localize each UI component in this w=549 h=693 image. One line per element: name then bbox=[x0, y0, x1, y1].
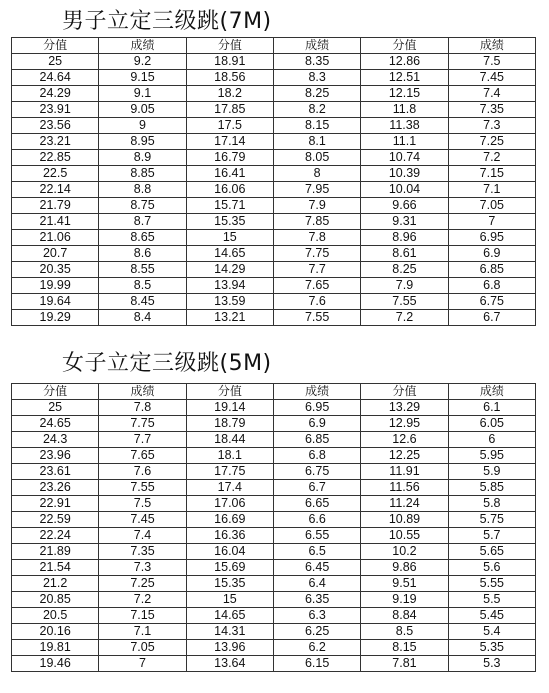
result-cell: 8.35 bbox=[273, 54, 360, 70]
result-cell: 6.8 bbox=[448, 278, 535, 294]
score-points-cell: 13.94 bbox=[186, 278, 273, 294]
result-cell: 7.5 bbox=[99, 496, 186, 512]
score-points-cell: 7.9 bbox=[361, 278, 448, 294]
table-row bbox=[12, 400, 536, 416]
result-cell: 7.2 bbox=[448, 150, 535, 166]
male-section-title: 男子立定三级跳(7M) bbox=[62, 9, 272, 34]
score-points-cell: 17.14 bbox=[186, 134, 273, 150]
table-row bbox=[12, 70, 536, 86]
table-row bbox=[12, 560, 536, 576]
result-cell: 9.05 bbox=[99, 102, 186, 118]
result-cell: 7.5 bbox=[448, 54, 535, 70]
result-cell: 6.7 bbox=[448, 310, 535, 326]
result-cell: 6.95 bbox=[448, 230, 535, 246]
result-cell: 9 bbox=[99, 118, 186, 134]
score-points-cell: 19.99 bbox=[12, 278, 99, 294]
table-row bbox=[12, 150, 536, 166]
result-cell: 5.4 bbox=[448, 624, 535, 640]
score-points-cell: 25 bbox=[12, 400, 99, 416]
result-cell: 8.75 bbox=[99, 198, 186, 214]
result-cell: 6.55 bbox=[273, 528, 360, 544]
score-points-cell: 18.1 bbox=[186, 448, 273, 464]
result-cell: 5.95 bbox=[448, 448, 535, 464]
result-cell: 7.1 bbox=[99, 624, 186, 640]
score-points-cell: 15.35 bbox=[186, 576, 273, 592]
female-section-title: 女子立定三级跳(5M) bbox=[62, 351, 272, 376]
score-points-cell: 10.55 bbox=[361, 528, 448, 544]
score-points-cell: 14.65 bbox=[186, 246, 273, 262]
result-cell: 7 bbox=[99, 656, 186, 672]
score-points-cell: 9.51 bbox=[361, 576, 448, 592]
result-cell: 8.2 bbox=[273, 102, 360, 118]
score-points-cell: 15.69 bbox=[186, 560, 273, 576]
result-cell: 8.3 bbox=[273, 70, 360, 86]
result-cell: 8.25 bbox=[273, 86, 360, 102]
table-row bbox=[12, 134, 536, 150]
header-result: 成绩 bbox=[99, 384, 186, 400]
result-cell: 7.75 bbox=[273, 246, 360, 262]
score-points-cell: 9.66 bbox=[361, 198, 448, 214]
header-result: 成绩 bbox=[99, 38, 186, 54]
score-points-cell: 11.8 bbox=[361, 102, 448, 118]
score-points-cell: 12.51 bbox=[361, 70, 448, 86]
score-points-cell: 21.54 bbox=[12, 560, 99, 576]
male-score-table bbox=[11, 37, 536, 326]
score-points-cell: 8.15 bbox=[361, 640, 448, 656]
score-points-cell: 14.29 bbox=[186, 262, 273, 278]
table-row bbox=[12, 198, 536, 214]
table-row bbox=[12, 86, 536, 102]
score-points-cell: 22.5 bbox=[12, 166, 99, 182]
result-cell: 7.7 bbox=[99, 432, 186, 448]
score-points-cell: 9.19 bbox=[361, 592, 448, 608]
score-points-cell: 10.74 bbox=[361, 150, 448, 166]
table-row bbox=[12, 118, 536, 134]
result-cell: 6.7 bbox=[273, 480, 360, 496]
table-row bbox=[12, 166, 536, 182]
result-cell: 6.15 bbox=[273, 656, 360, 672]
result-cell: 9.15 bbox=[99, 70, 186, 86]
result-cell: 8.85 bbox=[99, 166, 186, 182]
header-score-points: 分值 bbox=[12, 384, 99, 400]
result-cell: 7 bbox=[448, 214, 535, 230]
result-cell: 5.7 bbox=[448, 528, 535, 544]
score-points-cell: 19.29 bbox=[12, 310, 99, 326]
table-row bbox=[12, 448, 536, 464]
result-cell: 7.3 bbox=[448, 118, 535, 134]
result-cell: 6.75 bbox=[448, 294, 535, 310]
score-points-cell: 15.71 bbox=[186, 198, 273, 214]
table-header-row bbox=[12, 384, 536, 400]
score-points-cell: 12.95 bbox=[361, 416, 448, 432]
score-points-cell: 10.89 bbox=[361, 512, 448, 528]
table-row bbox=[12, 656, 536, 672]
score-points-cell: 20.16 bbox=[12, 624, 99, 640]
header-score-points: 分值 bbox=[186, 384, 273, 400]
result-cell: 6.65 bbox=[273, 496, 360, 512]
table-row bbox=[12, 592, 536, 608]
score-points-cell: 12.86 bbox=[361, 54, 448, 70]
table-row bbox=[12, 432, 536, 448]
result-cell: 5.45 bbox=[448, 608, 535, 624]
score-points-cell: 22.59 bbox=[12, 512, 99, 528]
score-points-cell: 21.79 bbox=[12, 198, 99, 214]
score-points-cell: 14.65 bbox=[186, 608, 273, 624]
header-result: 成绩 bbox=[273, 38, 360, 54]
score-points-cell: 18.91 bbox=[186, 54, 273, 70]
score-points-cell: 18.56 bbox=[186, 70, 273, 86]
result-cell: 5.85 bbox=[448, 480, 535, 496]
score-points-cell: 21.89 bbox=[12, 544, 99, 560]
score-points-cell: 16.79 bbox=[186, 150, 273, 166]
score-points-cell: 22.14 bbox=[12, 182, 99, 198]
score-points-cell: 18.2 bbox=[186, 86, 273, 102]
table-row bbox=[12, 294, 536, 310]
score-points-cell: 13.64 bbox=[186, 656, 273, 672]
result-cell: 6.9 bbox=[273, 416, 360, 432]
table-row bbox=[12, 624, 536, 640]
score-points-cell: 19.46 bbox=[12, 656, 99, 672]
score-points-cell: 23.56 bbox=[12, 118, 99, 134]
female-score-table bbox=[11, 383, 536, 672]
score-points-cell: 13.96 bbox=[186, 640, 273, 656]
score-points-cell: 23.91 bbox=[12, 102, 99, 118]
result-cell: 7.3 bbox=[99, 560, 186, 576]
result-cell: 5.65 bbox=[448, 544, 535, 560]
result-cell: 5.6 bbox=[448, 560, 535, 576]
score-points-cell: 14.31 bbox=[186, 624, 273, 640]
score-points-cell: 19.81 bbox=[12, 640, 99, 656]
result-cell: 7.65 bbox=[99, 448, 186, 464]
score-points-cell: 17.75 bbox=[186, 464, 273, 480]
result-cell: 8.4 bbox=[99, 310, 186, 326]
result-cell: 7.6 bbox=[273, 294, 360, 310]
table-row bbox=[12, 102, 536, 118]
header-score-points: 分值 bbox=[186, 38, 273, 54]
score-points-cell: 11.1 bbox=[361, 134, 448, 150]
score-points-cell: 8.25 bbox=[361, 262, 448, 278]
result-cell: 8.6 bbox=[99, 246, 186, 262]
result-cell: 7.75 bbox=[99, 416, 186, 432]
score-points-cell: 10.39 bbox=[361, 166, 448, 182]
header-score-points: 分值 bbox=[361, 38, 448, 54]
table-row bbox=[12, 512, 536, 528]
result-cell: 6.35 bbox=[273, 592, 360, 608]
result-cell: 5.55 bbox=[448, 576, 535, 592]
score-points-cell: 16.36 bbox=[186, 528, 273, 544]
score-points-cell: 23.96 bbox=[12, 448, 99, 464]
header-result: 成绩 bbox=[448, 38, 535, 54]
result-cell: 6.1 bbox=[448, 400, 535, 416]
score-points-cell: 23.21 bbox=[12, 134, 99, 150]
score-points-cell: 23.26 bbox=[12, 480, 99, 496]
score-points-cell: 16.04 bbox=[186, 544, 273, 560]
score-points-cell: 11.38 bbox=[361, 118, 448, 134]
result-cell: 6.9 bbox=[448, 246, 535, 262]
result-cell: 7.25 bbox=[448, 134, 535, 150]
table-row bbox=[12, 496, 536, 512]
result-cell: 7.25 bbox=[99, 576, 186, 592]
score-points-cell: 8.84 bbox=[361, 608, 448, 624]
score-points-cell: 22.85 bbox=[12, 150, 99, 166]
score-points-cell: 8.5 bbox=[361, 624, 448, 640]
result-cell: 6 bbox=[448, 432, 535, 448]
header-score-points: 分值 bbox=[361, 384, 448, 400]
result-cell: 7.15 bbox=[99, 608, 186, 624]
score-points-cell: 17.5 bbox=[186, 118, 273, 134]
score-points-cell: 21.06 bbox=[12, 230, 99, 246]
result-cell: 7.15 bbox=[448, 166, 535, 182]
score-points-cell: 20.5 bbox=[12, 608, 99, 624]
result-cell: 7.45 bbox=[448, 70, 535, 86]
result-cell: 5.5 bbox=[448, 592, 535, 608]
table-row bbox=[12, 182, 536, 198]
table-row bbox=[12, 416, 536, 432]
result-cell: 7.9 bbox=[273, 198, 360, 214]
table-row bbox=[12, 608, 536, 624]
result-cell: 6.2 bbox=[273, 640, 360, 656]
result-cell: 8.1 bbox=[273, 134, 360, 150]
score-points-cell: 16.06 bbox=[186, 182, 273, 198]
result-cell: 6.8 bbox=[273, 448, 360, 464]
score-points-cell: 21.2 bbox=[12, 576, 99, 592]
result-cell: 7.8 bbox=[273, 230, 360, 246]
table-row bbox=[12, 214, 536, 230]
score-points-cell: 11.91 bbox=[361, 464, 448, 480]
result-cell: 6.95 bbox=[273, 400, 360, 416]
score-points-cell: 15.35 bbox=[186, 214, 273, 230]
header-result: 成绩 bbox=[448, 384, 535, 400]
result-cell: 7.55 bbox=[99, 480, 186, 496]
result-cell: 5.8 bbox=[448, 496, 535, 512]
result-cell: 7.4 bbox=[448, 86, 535, 102]
result-cell: 7.4 bbox=[99, 528, 186, 544]
result-cell: 8.65 bbox=[99, 230, 186, 246]
table-row bbox=[12, 278, 536, 294]
table-row bbox=[12, 262, 536, 278]
score-points-cell: 24.29 bbox=[12, 86, 99, 102]
result-cell: 7.45 bbox=[99, 512, 186, 528]
score-points-cell: 17.06 bbox=[186, 496, 273, 512]
result-cell: 7.05 bbox=[448, 198, 535, 214]
score-points-cell: 16.41 bbox=[186, 166, 273, 182]
result-cell: 6.6 bbox=[273, 512, 360, 528]
result-cell: 7.1 bbox=[448, 182, 535, 198]
score-points-cell: 23.61 bbox=[12, 464, 99, 480]
score-points-cell: 10.2 bbox=[361, 544, 448, 560]
table-row bbox=[12, 230, 536, 246]
table-row bbox=[12, 480, 536, 496]
score-points-cell: 17.4 bbox=[186, 480, 273, 496]
score-points-cell: 9.31 bbox=[361, 214, 448, 230]
result-cell: 5.3 bbox=[448, 656, 535, 672]
score-points-cell: 10.04 bbox=[361, 182, 448, 198]
score-points-cell: 20.85 bbox=[12, 592, 99, 608]
result-cell: 8.45 bbox=[99, 294, 186, 310]
table-row bbox=[12, 640, 536, 656]
score-points-cell: 15 bbox=[186, 230, 273, 246]
table-row bbox=[12, 54, 536, 70]
table-row bbox=[12, 310, 536, 326]
result-cell: 7.95 bbox=[273, 182, 360, 198]
score-points-cell: 24.3 bbox=[12, 432, 99, 448]
result-cell: 7.85 bbox=[273, 214, 360, 230]
result-cell: 7.35 bbox=[448, 102, 535, 118]
result-cell: 6.75 bbox=[273, 464, 360, 480]
result-cell: 9.2 bbox=[99, 54, 186, 70]
score-points-cell: 17.85 bbox=[186, 102, 273, 118]
score-points-cell: 12.6 bbox=[361, 432, 448, 448]
score-points-cell: 25 bbox=[12, 54, 99, 70]
score-points-cell: 18.44 bbox=[186, 432, 273, 448]
table-row bbox=[12, 246, 536, 262]
result-cell: 7.7 bbox=[273, 262, 360, 278]
result-cell: 8.15 bbox=[273, 118, 360, 134]
result-cell: 8.8 bbox=[99, 182, 186, 198]
score-points-cell: 9.86 bbox=[361, 560, 448, 576]
result-cell: 6.25 bbox=[273, 624, 360, 640]
table-row bbox=[12, 464, 536, 480]
score-points-cell: 13.59 bbox=[186, 294, 273, 310]
score-points-cell: 21.41 bbox=[12, 214, 99, 230]
header-score-points: 分值 bbox=[12, 38, 99, 54]
table-row bbox=[12, 544, 536, 560]
score-points-cell: 24.65 bbox=[12, 416, 99, 432]
result-cell: 6.85 bbox=[273, 432, 360, 448]
score-points-cell: 18.79 bbox=[186, 416, 273, 432]
table-row bbox=[12, 528, 536, 544]
score-points-cell: 19.64 bbox=[12, 294, 99, 310]
score-points-cell: 20.35 bbox=[12, 262, 99, 278]
table-row bbox=[12, 576, 536, 592]
result-cell: 8.55 bbox=[99, 262, 186, 278]
result-cell: 8 bbox=[273, 166, 360, 182]
score-points-cell: 11.56 bbox=[361, 480, 448, 496]
result-cell: 6.45 bbox=[273, 560, 360, 576]
result-cell: 5.75 bbox=[448, 512, 535, 528]
table-header-row bbox=[12, 38, 536, 54]
score-points-cell: 16.69 bbox=[186, 512, 273, 528]
header-result: 成绩 bbox=[273, 384, 360, 400]
score-points-cell: 22.91 bbox=[12, 496, 99, 512]
score-points-cell: 8.96 bbox=[361, 230, 448, 246]
result-cell: 8.05 bbox=[273, 150, 360, 166]
result-cell: 8.9 bbox=[99, 150, 186, 166]
score-points-cell: 7.2 bbox=[361, 310, 448, 326]
score-points-cell: 8.61 bbox=[361, 246, 448, 262]
score-points-cell: 15 bbox=[186, 592, 273, 608]
result-cell: 6.3 bbox=[273, 608, 360, 624]
score-points-cell: 13.21 bbox=[186, 310, 273, 326]
score-points-cell: 22.24 bbox=[12, 528, 99, 544]
result-cell: 6.5 bbox=[273, 544, 360, 560]
result-cell: 7.6 bbox=[99, 464, 186, 480]
result-cell: 6.85 bbox=[448, 262, 535, 278]
result-cell: 7.8 bbox=[99, 400, 186, 416]
score-points-cell: 12.25 bbox=[361, 448, 448, 464]
result-cell: 6.05 bbox=[448, 416, 535, 432]
score-points-cell: 24.64 bbox=[12, 70, 99, 86]
result-cell: 7.65 bbox=[273, 278, 360, 294]
score-points-cell: 12.15 bbox=[361, 86, 448, 102]
score-points-cell: 11.24 bbox=[361, 496, 448, 512]
score-points-cell: 7.55 bbox=[361, 294, 448, 310]
result-cell: 8.7 bbox=[99, 214, 186, 230]
result-cell: 5.9 bbox=[448, 464, 535, 480]
result-cell: 5.35 bbox=[448, 640, 535, 656]
result-cell: 8.5 bbox=[99, 278, 186, 294]
score-points-cell: 13.29 bbox=[361, 400, 448, 416]
score-points-cell: 20.7 bbox=[12, 246, 99, 262]
score-points-cell: 19.14 bbox=[186, 400, 273, 416]
score-points-cell: 7.81 bbox=[361, 656, 448, 672]
result-cell: 9.1 bbox=[99, 86, 186, 102]
result-cell: 7.2 bbox=[99, 592, 186, 608]
result-cell: 7.35 bbox=[99, 544, 186, 560]
result-cell: 8.95 bbox=[99, 134, 186, 150]
result-cell: 7.55 bbox=[273, 310, 360, 326]
result-cell: 6.4 bbox=[273, 576, 360, 592]
result-cell: 7.05 bbox=[99, 640, 186, 656]
